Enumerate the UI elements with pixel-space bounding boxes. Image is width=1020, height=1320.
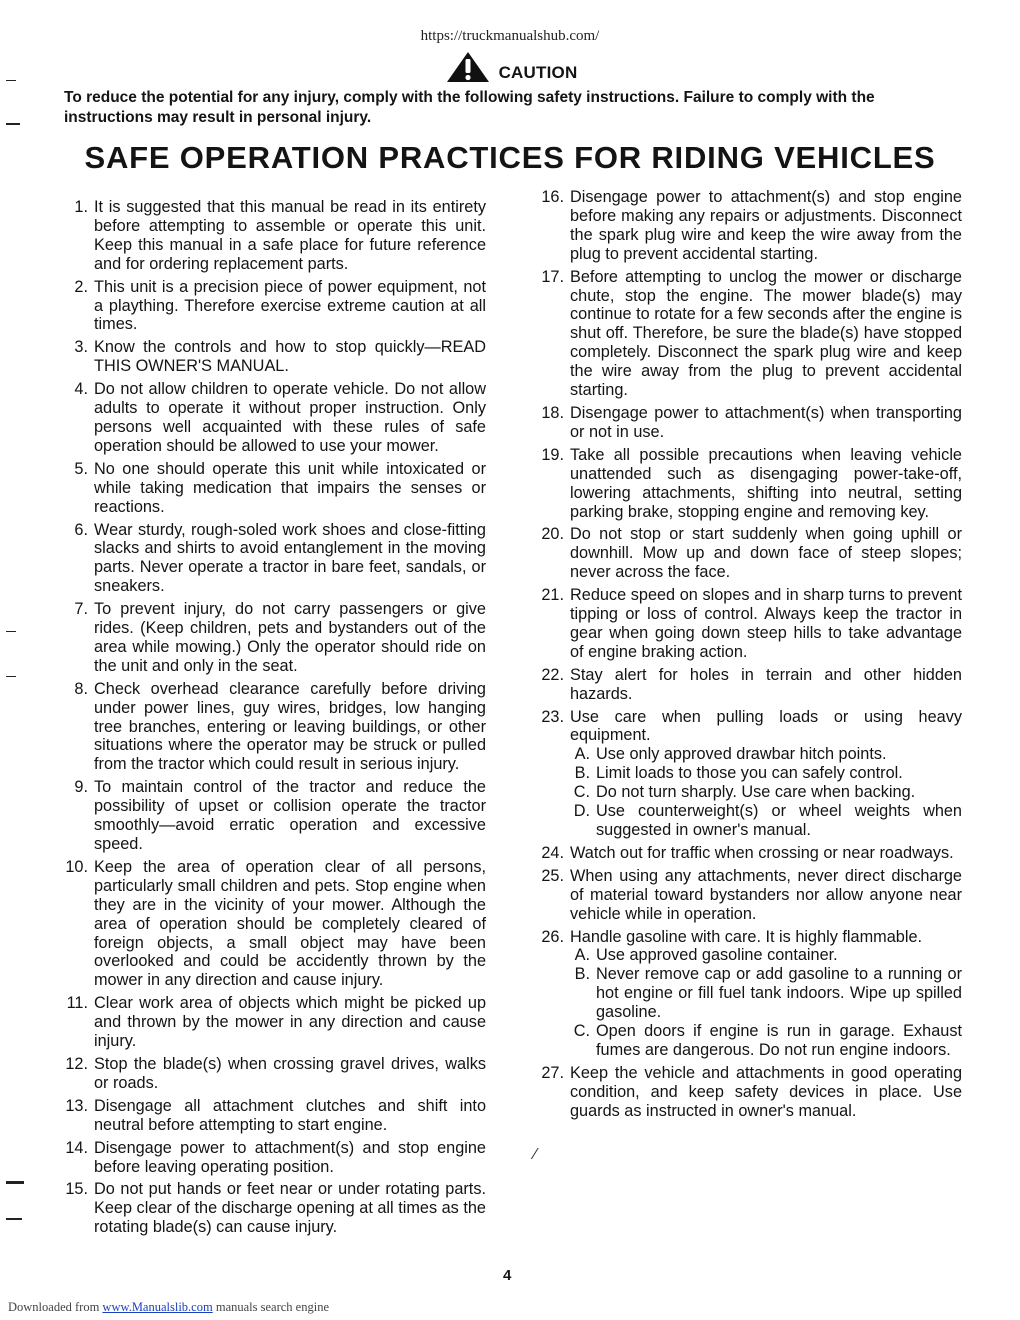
list-item: [56, 778, 486, 854]
list-item: [526, 844, 962, 863]
list-item: [526, 1064, 962, 1121]
item-text: Check overhead clearance carefully before driving under power lines, guy wires, bridges, low hanging tree branches, entering or leaving buildings, or other situations where the operator may be struck or pulled from the tractor which could result in serious injury.: [94, 679, 486, 774]
margin-mark: [6, 123, 20, 125]
footer-prefix: Downloaded from: [8, 1300, 103, 1314]
item-text: This unit is a precision piece of power equipment, not a plaything. Therefore exercise extreme caution at all times.: [94, 277, 486, 334]
item-number: 20.: [541, 525, 564, 544]
item-number: 5.: [74, 459, 88, 478]
sub-item-letter: A.: [574, 946, 590, 965]
item-number: 14.: [65, 1138, 88, 1157]
list-item: [56, 994, 486, 1051]
item-text: Keep the vehicle and attachments in good operating condition, and keep safety devices in place. Use guards as instructed in owner's manual.: [570, 1063, 962, 1120]
sub-item: [570, 802, 962, 840]
item-text: Watch out for traffic when crossing or near roadways.: [570, 843, 954, 862]
list-item: [526, 666, 962, 704]
sub-item: [570, 965, 962, 1022]
sub-item: [570, 745, 962, 764]
sub-item-letter: A.: [574, 745, 590, 764]
list-item: [526, 404, 962, 442]
sub-item: [570, 764, 962, 783]
list-item: [56, 521, 486, 597]
item-text: When using any attachments, never direct discharge of material toward bystanders nor allow anyone near vehicle while in operation.: [570, 866, 962, 923]
item-text: Do not allow children to operate vehicle. Do not allow adults to operate it without proper instruction. Only persons well acquainted with these rules of safe operation should be allowed to use your mower.: [94, 380, 486, 455]
list-item: [56, 680, 486, 775]
margin-mark: [6, 631, 16, 632]
item-number: 16.: [541, 188, 564, 206]
item-text: Keep the area of operation clear of all persons, particularly small children and pets. Stop engine when they are in the vicinity of your mower. Although the area of operation should be completely cleared of foreign objects, a small object may have been overlooked and could be accidently thrown by the mower in any direction and cause injury.: [94, 857, 486, 990]
item-number: 9.: [74, 778, 88, 797]
sub-item-letter: D.: [573, 802, 590, 821]
sub-item: [570, 1022, 962, 1060]
list-item: [56, 460, 486, 517]
list-item: [56, 338, 486, 376]
item-text: Handle gasoline with care. It is highly flammable.: [570, 927, 923, 946]
item-number: 13.: [65, 1096, 88, 1115]
list-item: [56, 278, 486, 335]
sub-item-letter: B.: [574, 965, 590, 984]
item-text: Do not stop or start suddenly when going uphill or downhill. Mow up and down face of steep slopes; never across the face.: [570, 525, 962, 582]
item-text: Know the controls and how to stop quickly—READ THIS OWNER'S MANUAL.: [94, 338, 486, 376]
footer-link[interactable]: www.Manualslib.com: [102, 1300, 213, 1314]
item-text: Clear work area of objects which might be picked up and thrown by the mower in any direction and cause injury.: [94, 994, 486, 1051]
item-number: 22.: [541, 665, 564, 684]
item-number: 24.: [541, 843, 564, 862]
list-item: [56, 600, 486, 676]
item-number: 7.: [74, 600, 88, 619]
item-text: Disengage all attachment clutches and shift into neutral before attempting to start engine.: [94, 1096, 486, 1134]
sub-item-letter: C.: [573, 1022, 590, 1041]
item-number: 3.: [74, 338, 88, 357]
margin-mark: [6, 1181, 24, 1184]
item-text: Before attempting to unclog the mower or discharge chute, stop the engine. The mower blade(s) may continue to rotate for a few seconds after the engine is shut off. Therefore, be sure the blade(s) have stopped completely. Disconnect the spark plug wire and keep the wire away from the plug to prevent accidental starting.: [570, 267, 962, 400]
list-item: [56, 1139, 486, 1177]
list-item: [526, 525, 962, 582]
margin-mark: [6, 676, 16, 677]
item-number: 1.: [74, 198, 88, 216]
item-number: 26.: [541, 927, 564, 946]
list-item: [526, 268, 962, 400]
item-number: 25.: [541, 866, 564, 885]
list-item: [526, 708, 962, 746]
item-text: Wear sturdy, rough-soled work shoes and close-fitting slacks and shirts to avoid entanglement in the moving parts. Never operate a tractor in bare feet, sandals, or sneakers.: [94, 520, 486, 596]
item-text: No one should operate this unit while intoxicated or while taking medication that impairs the senses or reactions.: [94, 459, 486, 516]
item-number: 19.: [541, 445, 564, 464]
item-number: 10.: [65, 857, 88, 876]
item-number: 2.: [74, 277, 88, 296]
sub-item: [570, 783, 962, 802]
sub-item-text: Use approved gasoline container.: [596, 946, 838, 965]
intro-text: To reduce the potential for any injury, comply with the following safety instructions. Failure to comply with the instructions may result in personal injury.: [64, 89, 875, 126]
item-text: Take all possible precautions when leaving vehicle unattended such as disengaging power-take-off, lowering attachments, shifting into neutral, setting parking brake, stopping engine and removing key.: [570, 445, 962, 521]
sub-item: [570, 946, 962, 965]
list-item: [56, 380, 486, 456]
item-number: 17.: [541, 267, 564, 286]
item-number: 6.: [74, 520, 88, 539]
item-number: 27.: [541, 1063, 564, 1082]
page-title: SAFE OPERATION PRACTICES FOR RIDING VEHICLES: [84, 140, 936, 175]
margin-mark: [6, 80, 16, 81]
item-text: Stay alert for holes in terrain and other hidden hazards.: [570, 665, 962, 703]
header-url: https://truckmanualshub.com/: [420, 28, 600, 44]
item-text: Stop the blade(s) when crossing gravel drives, walks or roads.: [94, 1054, 486, 1092]
sub-item-letter: C.: [573, 783, 590, 802]
right-column: [526, 188, 962, 1121]
item-text: Disengage power to attachment(s) and stop engine before leaving operating position.: [94, 1138, 486, 1176]
list-item: [56, 1055, 486, 1093]
list-item: [526, 586, 962, 662]
sub-item-text: Do not turn sharply. Use care when backing.: [596, 783, 916, 802]
item-text: To maintain control of the tractor and reduce the possibility of upset or collision operate the tractor smoothly—avoid erratic operation and excessive speed.: [94, 778, 486, 853]
list-item: [526, 446, 962, 522]
page-number: 4: [503, 1267, 512, 1284]
left-column: [56, 198, 486, 1237]
list-item: [56, 198, 486, 274]
item-number: 8.: [74, 679, 88, 698]
item-number: 4.: [74, 380, 88, 399]
item-number: 12.: [65, 1054, 88, 1073]
margin-mark: ⁄: [534, 1146, 537, 1163]
item-text: Disengage power to attachment(s) when transporting or not in use.: [570, 403, 962, 441]
footer-suffix: manuals search engine: [212, 1300, 329, 1314]
sub-item-text: Never remove cap or add gasoline to a running or hot engine or fill fuel tank indoors. Wipe up spilled gasoline.: [596, 965, 962, 1022]
sub-item-letter: B.: [574, 764, 590, 783]
item-number: 15.: [65, 1180, 88, 1199]
item-text: Do not put hands or feet near or under rotating parts. Keep clear of the discharge opening at all times as the rotating blade(s) can cause injury.: [94, 1180, 486, 1237]
list-item: [56, 858, 486, 990]
item-number: 21.: [541, 586, 564, 605]
item-text: Reduce speed on slopes and in sharp turns to prevent tipping or loss of control. Always keep the tractor in gear when going down steep hills to take advantage of engine braking action.: [570, 586, 962, 661]
sub-item-text: Limit loads to those you can safely control.: [596, 764, 903, 783]
item-number: 23.: [541, 707, 564, 726]
sub-item-text: Open doors if engine is run in garage. Exhaust fumes are dangerous. Do not run engine indoors.: [596, 1022, 962, 1059]
caution-heading: [0, 50, 1020, 84]
item-number: 18.: [541, 403, 564, 422]
item-text: Disengage power to attachment(s) and stop engine before making any repairs or adjustments. Disconnect the spark plug wire and keep the wire away from the plug to prevent accidental starting.: [570, 188, 962, 263]
list-item: [526, 867, 962, 924]
item-number: 11.: [66, 994, 88, 1013]
warning-triangle-icon: [443, 50, 493, 84]
list-item: [56, 1097, 486, 1135]
item-text: To prevent injury, do not carry passengers or give rides. (Keep children, pets and bystanders out of the area while mowing.) Only the operator should ride on the unit and only in the seat.: [94, 600, 486, 675]
item-text: It is suggested that this manual be read in its entirety before attempting to assemble or operate this unit. Keep this manual in a safe place for future reference and for ordering replacement parts.: [94, 198, 486, 273]
sub-item-text: Use counterweight(s) or wheel weights when suggested in owner's manual.: [596, 802, 962, 839]
list-item: [526, 188, 962, 264]
list-item: [526, 928, 962, 947]
list-item: [56, 1180, 486, 1237]
sub-item-text: Use only approved drawbar hitch points.: [596, 745, 887, 764]
item-text: Use care when pulling loads or using heavy equipment.: [570, 707, 962, 745]
margin-mark: [6, 1218, 22, 1220]
footer: [8, 1300, 329, 1315]
caution-label: CAUTION: [498, 63, 578, 82]
